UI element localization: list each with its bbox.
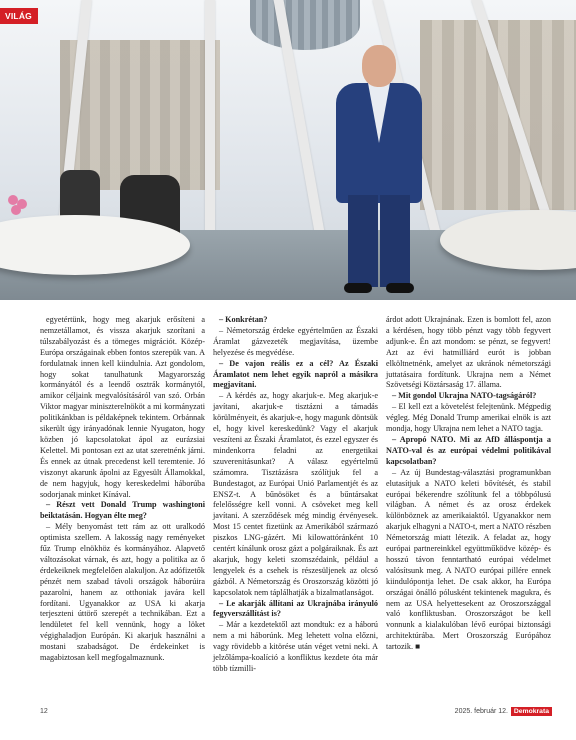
- interview-question: – De vajon reális ez a cél? Az Északi Áramlatot nem lehet egyik napról a másikra megjavítani.: [213, 358, 378, 390]
- text-column: [386, 315, 551, 675]
- article-body: [40, 315, 552, 675]
- flowers-icon: [8, 195, 30, 225]
- magazine-logo: Demokrata: [511, 707, 552, 716]
- paragraph: – Németország érdeke egyértelműen az Északi Áramlat gázvezeték megjavítása, üzembe helyezése és megvédése.: [213, 325, 378, 357]
- article-photo: [0, 0, 576, 300]
- man-in-suit: [330, 45, 430, 295]
- text-column: [213, 315, 378, 675]
- page-footer: [40, 706, 552, 720]
- interview-question: – Le akarják állítani az Ukrajnába irányuló fegyverszállítást is?: [213, 598, 378, 619]
- paragraph: – El kell ezt a követelést felejtenünk. Mégpedig végleg. Még Donald Trump amerikai elnök is azt mondja, hogy Ukrajna nem lehet a NATO tagja.: [386, 402, 551, 434]
- paragraph: egyetértünk, hogy meg akarjuk erősíteni a nemzetállamot, és vissza akarjuk szorítani a túlszabályozást és a tömeges migrációt. Közép-Európa országainak ebben fontos szerepük van. A fordulatnak innen kell kiindulnia. Azt gondolom, hogy sokat tanulhatunk Magyarország kormányától és a leendő osztrák kormánytól, amikor céljaink megvalósításáról van szó. Orbán Viktor magyar miniszterelnököt a mi kormányzati politikánkban is példaképnek tekintem. Orbánnak sikerült úgy irányadónak lennie Nyugaton, hogy közben jó kapcsolatokat ápol az eurázsiai Kelettel. Mi pontosan ezt az utat szeretnénk járni. És ennek az útnak precedenst kell teremtenie. Jó viszonyt akarunk ápolni az Egyesült Államokkal, de nem hagyjuk, hogy kereskedelmi háborúba sodorjanak minket Kínával.: [40, 315, 205, 499]
- paragraph: – Mély benyomást tett rám az ott uralkodó optimista szellem. A lakosság nagy reményeket fűz Trump elnökhöz és kormányához. Alapvető változásokat várnak, és azt, hogy a politika az ő érdekeiknek megfelelően alakuljon. Az adófizetők pénzét nem szabad távoli országok háborúira pazarolni, hanem az otthoniak javára kell fordítani. Ugyanakkor az USA ki akarja terjeszteni úttörő szerepét a technikában. Ezt a lendületet fel kell vennünk, hogy a löket végighaladjon Európán. Ki akarjuk használni a mostani szabadságot. De érdekeinket is magabiztosan kell megfogalmaznunk.: [40, 522, 205, 663]
- section-tag: VILÁG: [0, 8, 38, 24]
- interview-question: – Apropó NATO. Mi az AfD álláspontja a NATO-val és az európai védelmi politikával kapcsolatban?: [386, 434, 551, 466]
- paragraph: – Már a kezdetektől azt mondtuk: ez a háború nem a mi háborúnk. Meg lehetett volna előzni, vagy rövidebb a kitörése után véget vetni neki. A jelzőlámpa-koalíció a konfliktus kezdete óta már több tízmilli-: [213, 620, 378, 673]
- page-number: 12: [40, 708, 48, 715]
- interview-question: – Mit gondol Ukrajna NATO-tagságáról?: [392, 391, 537, 401]
- interview-question: – Részt vett Donald Trump washingtoni beiktatásán. Hogyan élte meg?: [40, 500, 205, 521]
- text-column: [40, 315, 205, 675]
- paragraph: – A kérdés az, hogy akarjuk-e. Meg akarjuk-e javítani, akarjuk-e tisztázni a támadás körülményeit, és akarjuk-e, hogy magunk döntsük el, hogy kivel kereskedünk? Vagy el akarjuk veszíteni az Északi Áramlatot, és ezzel egyszer és mindenkorra feladni az energetikai szuverenitásunkat? A válasz egyértelmű számomra. Tisztázásra szólítjuk fel a Bundestagot, az Európai Unió Parlamentjét és az ENSZ-t. A bűnösöket és a bűntársakat felelősségre kell vonni. A csöveket meg kell javítani. A szerződések még mindig érvényesek. Most 15 centet fizetünk az Amerikából származó piszkos LNG-gázért. Mi kilowattóránként 10 centért kínálunk orosz gázt a polgáraiknak. És azt akarjuk, hogy keleti szomszédaink, például a lengyelek és a csehek is részesüljenek az olcsó gázból. A Németország és Oroszország közötti jó kapcsolatok nem táplálhatják a bizalmatlanságot.: [213, 391, 378, 597]
- paragraph: árdot adott Ukrajnának. Ezen is bomlott fel, azon a kérdésen, hogy több pénzt vagy több fegyvert adjunk-e. Én azt mondom: se pénzt, se fegyvert! Azt az évi hatmilliárd eurót is jobban elköltnetnénk, amelyet az ukránok németországi juttatásaira fordítunk. Ukrajna nem a Német Szövetségi Köztársaság 17. állama.: [386, 315, 551, 390]
- issue-date: 2025. február 12.: [454, 708, 508, 715]
- paragraph: – Az új Bundestag-választási programunkban elutasítjuk a NATO keleti bővítését, és stabil európai békerendre szólítunk fel a többpólusú világban. A német és az orosz érdekek különböznek az amerikaiaktól. Ugyanakkor nem akarjuk elhagyni a NATO-t, mert a NATO részben Németország miatt létezik. A feladat az, hogy európai partnereinkkel együttműködve közép- és hosszú távon fenntartható európai védelmet valósítsunk meg. A NATO európai pillére ennek kiindulópontja lehet. De csak akkor, ha Európa országai önálló pólusként tekintenek magukra, és nem az USA helyettesekent az Oroszországgal való konfliktusban. Oroszországot be kell vonnunk a kialakulóban lévő európai biztonsági architektúrába. Mert Oroszország Európához tartozik. ■: [386, 467, 551, 652]
- building-facade-right: [420, 20, 576, 210]
- reichstag-dome: [250, 0, 360, 50]
- interview-question: – Konkrétan?: [219, 315, 268, 324]
